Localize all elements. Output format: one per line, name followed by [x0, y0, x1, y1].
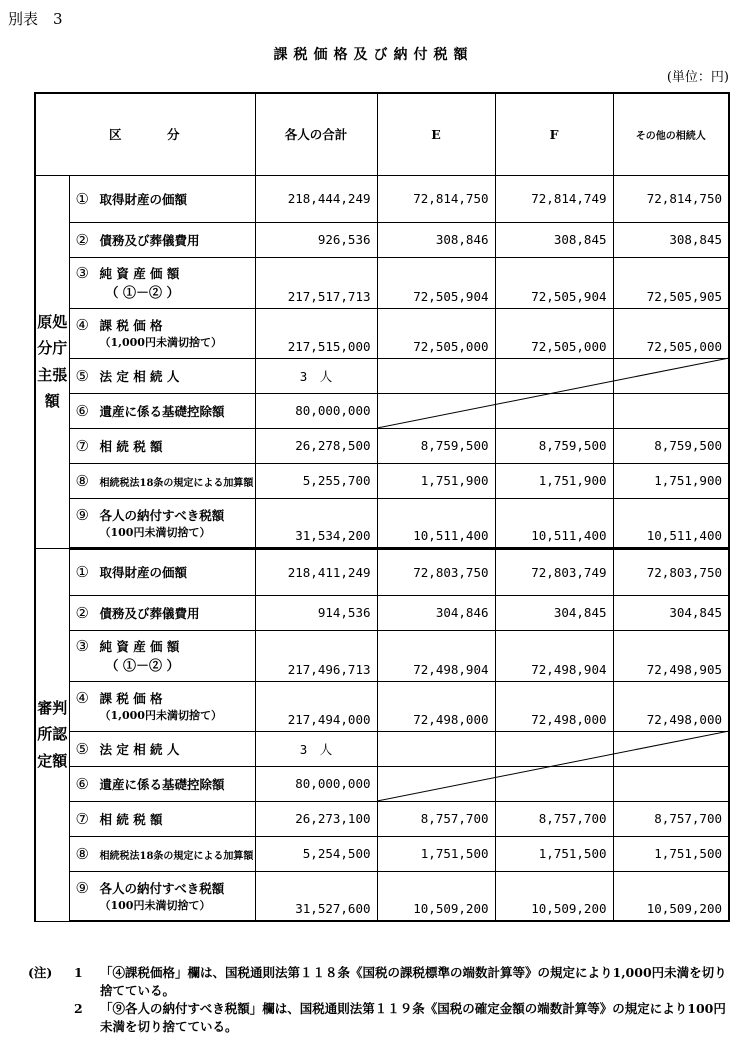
row-item-label: 遺産に係る基礎控除額: [99, 776, 225, 792]
row-number: ③: [75, 264, 89, 282]
note-number: 2: [74, 1001, 83, 1017]
table-row: [35, 630, 729, 681]
row-number: ①: [75, 189, 89, 208]
f-value: 1,751,900: [495, 463, 613, 498]
other-value: 8,759,500: [613, 428, 729, 463]
row-item-label: 法 定 相 続 人: [99, 741, 180, 757]
total-value: 3 人: [255, 731, 377, 766]
note-number: 1: [74, 965, 83, 980]
row-item-label: 各人の納付すべき税額: [99, 507, 225, 523]
table-row: [35, 222, 729, 257]
e-value: [377, 731, 495, 766]
total-value: 26,278,500: [255, 428, 377, 463]
other-value: [613, 731, 729, 766]
section-label: 審判所認定額: [35, 548, 69, 921]
total-value: 217,517,713: [255, 257, 377, 308]
e-value: 72,814,750: [377, 175, 495, 222]
row-item: [69, 731, 255, 766]
f-value: 72,505,904: [495, 257, 613, 308]
f-value: 72,498,000: [495, 681, 613, 731]
row-number: ⑦: [75, 436, 89, 455]
tax-table-container: [34, 92, 728, 956]
table-row: [35, 871, 729, 921]
row-item-sublabel: （100円未満切捨て）: [99, 525, 211, 539]
total-value: 3 人: [255, 358, 377, 393]
other-value: [613, 393, 729, 428]
row-number: ②: [75, 603, 89, 622]
other-value: 72,505,000: [613, 308, 729, 358]
e-value: 308,846: [377, 222, 495, 257]
row-item: [69, 766, 255, 801]
row-number: ⑥: [75, 774, 89, 793]
f-value: 72,498,904: [495, 630, 613, 681]
tax-table: [34, 92, 730, 922]
row-item-label: 遺産に係る基礎控除額: [99, 403, 225, 419]
f-value: 10,511,400: [495, 498, 613, 548]
table-row: [35, 463, 729, 498]
table-row: [35, 358, 729, 393]
row-item-sublabel: （100円未満切捨て）: [99, 898, 211, 912]
total-value: 217,496,713: [255, 630, 377, 681]
row-item: [69, 393, 255, 428]
total-value: 80,000,000: [255, 766, 377, 801]
table-row: [35, 681, 729, 731]
table-row: [35, 836, 729, 871]
row-item: [69, 222, 255, 257]
other-value: [613, 358, 729, 393]
e-value: 8,757,700: [377, 801, 495, 836]
row-item-label: 相続税法18条の規定による加算額: [99, 850, 254, 862]
row-number: ⑧: [75, 844, 89, 863]
row-item: [69, 358, 255, 393]
f-value: 72,803,749: [495, 548, 613, 595]
row-item-label: 各人の納付すべき税額: [99, 880, 225, 896]
total-value: 218,411,249: [255, 548, 377, 595]
f-value: 304,845: [495, 595, 613, 630]
row-number: ④: [75, 316, 89, 334]
e-value: 72,803,750: [377, 548, 495, 595]
e-value: 8,759,500: [377, 428, 495, 463]
total-value: 218,444,249: [255, 175, 377, 222]
row-number: ③: [75, 637, 89, 655]
column-header-e: E: [377, 93, 495, 175]
e-value: 1,751,500: [377, 836, 495, 871]
header-row: [35, 93, 729, 175]
row-number: ⑨: [75, 878, 89, 897]
row-item-label: 課 税 価 格: [99, 318, 163, 333]
other-value: 1,751,500: [613, 836, 729, 871]
f-value: [495, 358, 613, 393]
other-value: 72,814,750: [613, 175, 729, 222]
table-row: [35, 766, 729, 801]
unit-label: (単位：円): [666, 70, 729, 85]
attachment-label: 別表 3: [8, 10, 63, 28]
e-value: 10,509,200: [377, 871, 495, 921]
row-item-sublabel: （ ①－② ）: [105, 286, 180, 301]
f-value: 308,845: [495, 222, 613, 257]
row-number: ⑧: [75, 471, 89, 490]
total-value: 31,534,200: [255, 498, 377, 548]
row-item-label: 純 資 産 価 額: [99, 266, 180, 281]
note-text: 「④課税価格」欄は、国税通則法第１１８条《国税の課税標準の端数計算等》の規定により1,000円未満を切り捨てている。: [100, 965, 727, 999]
other-value: 72,505,905: [613, 257, 729, 308]
total-value: 217,515,000: [255, 308, 377, 358]
table-row: [35, 175, 729, 222]
other-value: 1,751,900: [613, 463, 729, 498]
e-value: [377, 393, 495, 428]
f-value: [495, 731, 613, 766]
row-number: ⑤: [75, 366, 89, 385]
row-number: ⑥: [75, 401, 89, 420]
e-value: [377, 358, 495, 393]
column-header-kubun: 区 分: [35, 93, 255, 175]
f-value: 10,509,200: [495, 871, 613, 921]
table-row: [35, 498, 729, 548]
f-value: [495, 393, 613, 428]
row-item: [69, 463, 255, 498]
column-header-total: 各人の合計: [255, 93, 377, 175]
table-row: [35, 308, 729, 358]
row-number: ⑦: [75, 809, 89, 828]
table-row: [35, 801, 729, 836]
column-header-other: その他の相続人: [613, 93, 729, 175]
total-value: 914,536: [255, 595, 377, 630]
row-item: [69, 548, 255, 595]
other-value: 308,845: [613, 222, 729, 257]
row-item-label: 取得財産の価額: [99, 565, 188, 580]
document-title: 課税価格及び納付税額: [273, 47, 474, 63]
row-item: [69, 498, 255, 548]
row-item: [69, 257, 255, 308]
column-header-f: F: [495, 93, 613, 175]
f-value: 72,505,000: [495, 308, 613, 358]
table-row: [35, 731, 729, 766]
row-item: [69, 175, 255, 222]
row-item: [69, 836, 255, 871]
row-number: ①: [75, 563, 89, 581]
total-value: 217,494,000: [255, 681, 377, 731]
total-value: 5,254,500: [255, 836, 377, 871]
row-item: [69, 595, 255, 630]
table-row: [35, 428, 729, 463]
total-value: 80,000,000: [255, 393, 377, 428]
section-label: 原処分庁主張額: [35, 175, 69, 548]
row-item-label: 法 定 相 続 人: [99, 368, 180, 384]
notes: [28, 964, 728, 1037]
row-item-label: 債務及び葬儀費用: [99, 232, 200, 248]
f-value: [495, 766, 613, 801]
row-item-sublabel: （ ①－② ）: [105, 659, 180, 674]
f-value: 8,759,500: [495, 428, 613, 463]
table-row: [35, 393, 729, 428]
e-value: [377, 766, 495, 801]
row-item: [69, 871, 255, 921]
row-number: ②: [75, 230, 89, 249]
other-value: 72,498,905: [613, 630, 729, 681]
note-2: [28, 1000, 728, 1036]
row-item: [69, 630, 255, 681]
table-row: [35, 595, 729, 630]
row-item-sublabel: （1,000円未満切捨て）: [99, 336, 222, 349]
total-value: 5,255,700: [255, 463, 377, 498]
row-item-label: 債務及び葬儀費用: [99, 605, 200, 621]
e-value: 1,751,900: [377, 463, 495, 498]
other-value: 8,757,700: [613, 801, 729, 836]
e-value: 72,498,904: [377, 630, 495, 681]
other-value: 10,509,200: [613, 871, 729, 921]
total-value: 31,527,600: [255, 871, 377, 921]
note-1: [28, 964, 728, 1000]
e-value: 72,505,904: [377, 257, 495, 308]
e-value: 10,511,400: [377, 498, 495, 548]
row-item-sublabel: （1,000円未満切捨て）: [99, 709, 222, 722]
e-value: 304,846: [377, 595, 495, 630]
f-value: 8,757,700: [495, 801, 613, 836]
notes-label: (注): [28, 965, 53, 980]
e-value: 72,498,000: [377, 681, 495, 731]
row-number: ④: [75, 689, 89, 707]
row-item: [69, 681, 255, 731]
other-value: 72,803,750: [613, 548, 729, 595]
row-item-label: 相続税法18条の規定による加算額: [99, 477, 254, 489]
total-value: 926,536: [255, 222, 377, 257]
row-item-label: 相 続 税 額: [99, 438, 163, 454]
other-value: 72,498,000: [613, 681, 729, 731]
f-value: 72,814,749: [495, 175, 613, 222]
row-number: ⑤: [75, 739, 89, 758]
note-text: 「⑨各人の納付すべき税額」欄は、国税通則法第１１９条《国税の確定金額の端数計算等》の規定により100円未満を切り捨てている。: [100, 1001, 726, 1035]
row-item-label: 取得財産の価額: [99, 191, 188, 207]
table-row: [35, 548, 729, 595]
row-item: [69, 308, 255, 358]
table-row: [35, 257, 729, 308]
row-number: ⑨: [75, 505, 89, 524]
e-value: 72,505,000: [377, 308, 495, 358]
other-value: 10,511,400: [613, 498, 729, 548]
f-value: 1,751,500: [495, 836, 613, 871]
row-item: [69, 801, 255, 836]
row-item-label: 相 続 税 額: [99, 811, 163, 827]
other-value: 304,845: [613, 595, 729, 630]
row-item-label: 課 税 価 格: [99, 691, 163, 706]
row-item: [69, 428, 255, 463]
total-value: 26,273,100: [255, 801, 377, 836]
other-value: [613, 766, 729, 801]
row-item-label: 純 資 産 価 額: [99, 639, 180, 654]
